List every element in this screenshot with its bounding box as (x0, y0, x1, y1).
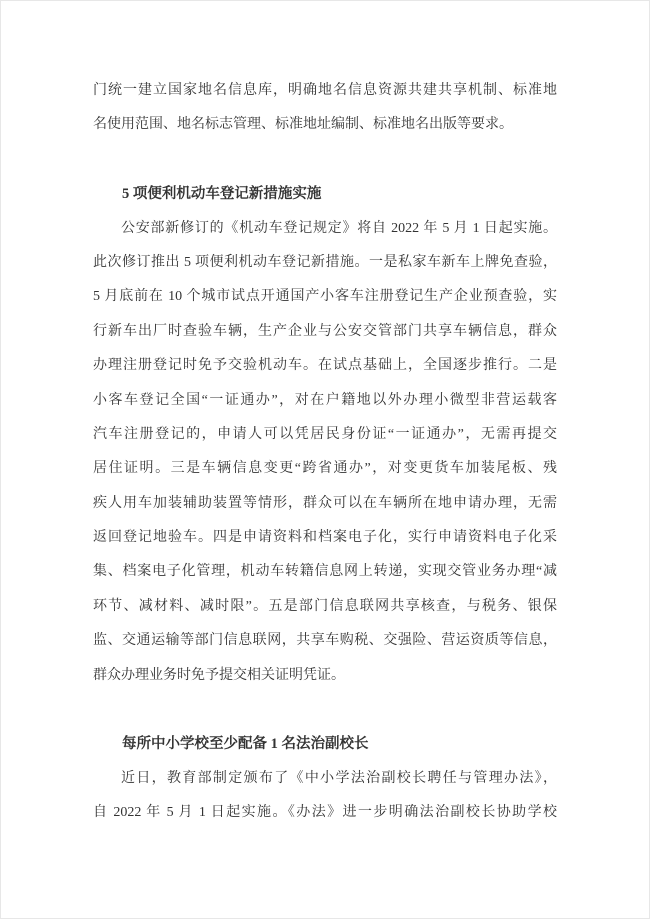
text-line: 行新车出厂时查验车辆，生产企业与公安交管部门共享车辆信息，群众 (93, 323, 557, 339)
text-line: 自 2022 年 5 月 1 日起实施。《办法》进一步明确法治副校长协助学校 (93, 805, 557, 821)
text-line: 群众办理业务时免予提交相关证明凭证。 (93, 667, 345, 683)
section-1-heading: 5 项便利机动车登记新措施实施 (122, 186, 322, 203)
text-line: 居住证明。三是车辆信息变更“跨省通办”，对变更货车加装尾板、残 (93, 461, 557, 477)
paragraph-continuation (93, 74, 557, 143)
text-line: 办理注册登记时免予交验机动车。在试点基础上，全国逐步推行。二是 (93, 358, 557, 374)
section-2-paragraph (93, 762, 557, 831)
text-line: 疾人用车加装辅助装置等情形，群众可以在车辆所在地申请办理，无需 (93, 495, 557, 511)
text-line: 汽车注册登记的，申请人可以凭居民身份证“一证通办”，无需再提交 (93, 426, 557, 442)
text-line: 公安部新修订的《机动车登记规定》将自 2022 年 5 月 1 日起实施。 (121, 220, 557, 236)
text-line: 集、档案电子化管理，机动车转籍信息网上转递，实现交管业务办理“减 (93, 564, 557, 580)
text-line: 小客车登记全国“一证通办”，对在户籍地以外办理小微型非营运载客 (93, 392, 557, 408)
text-line: 门统一建立国家地名信息库，明确地名信息资源共建共享机制、标准地 (93, 83, 557, 98)
text-line: 环节、减材料、减时限”。五是部门信息联网共享核查，与税务、银保 (93, 598, 557, 614)
section-2-heading: 每所中小学校至少配备 1 名法治副校长 (122, 736, 369, 753)
section-1-paragraph (93, 212, 557, 693)
text-line: 此次修订推出 5 项便利机动车登记新措施。一是私家车新车上牌免查验， (93, 254, 557, 270)
text-line: 返回登记地验车。四是申请资料和档案电子化，实行申请资料电子化采 (93, 530, 557, 546)
text-line: 监、交通运输等部门信息联网，共享车购税、交强险、营运资质等信息， (93, 633, 557, 649)
document-content (1, 1, 649, 831)
text-line: 5 月底前在 10 个城市试点开通国产小客车注册登记生产企业预查验，实 (93, 289, 557, 305)
text-line: 近日，教育部制定颁布了《中小学法治副校长聘任与管理办法》， (121, 770, 557, 786)
text-line: 名使用范围、地名标志管理、标准地址编制、标准地名出版等要求。 (93, 117, 513, 133)
